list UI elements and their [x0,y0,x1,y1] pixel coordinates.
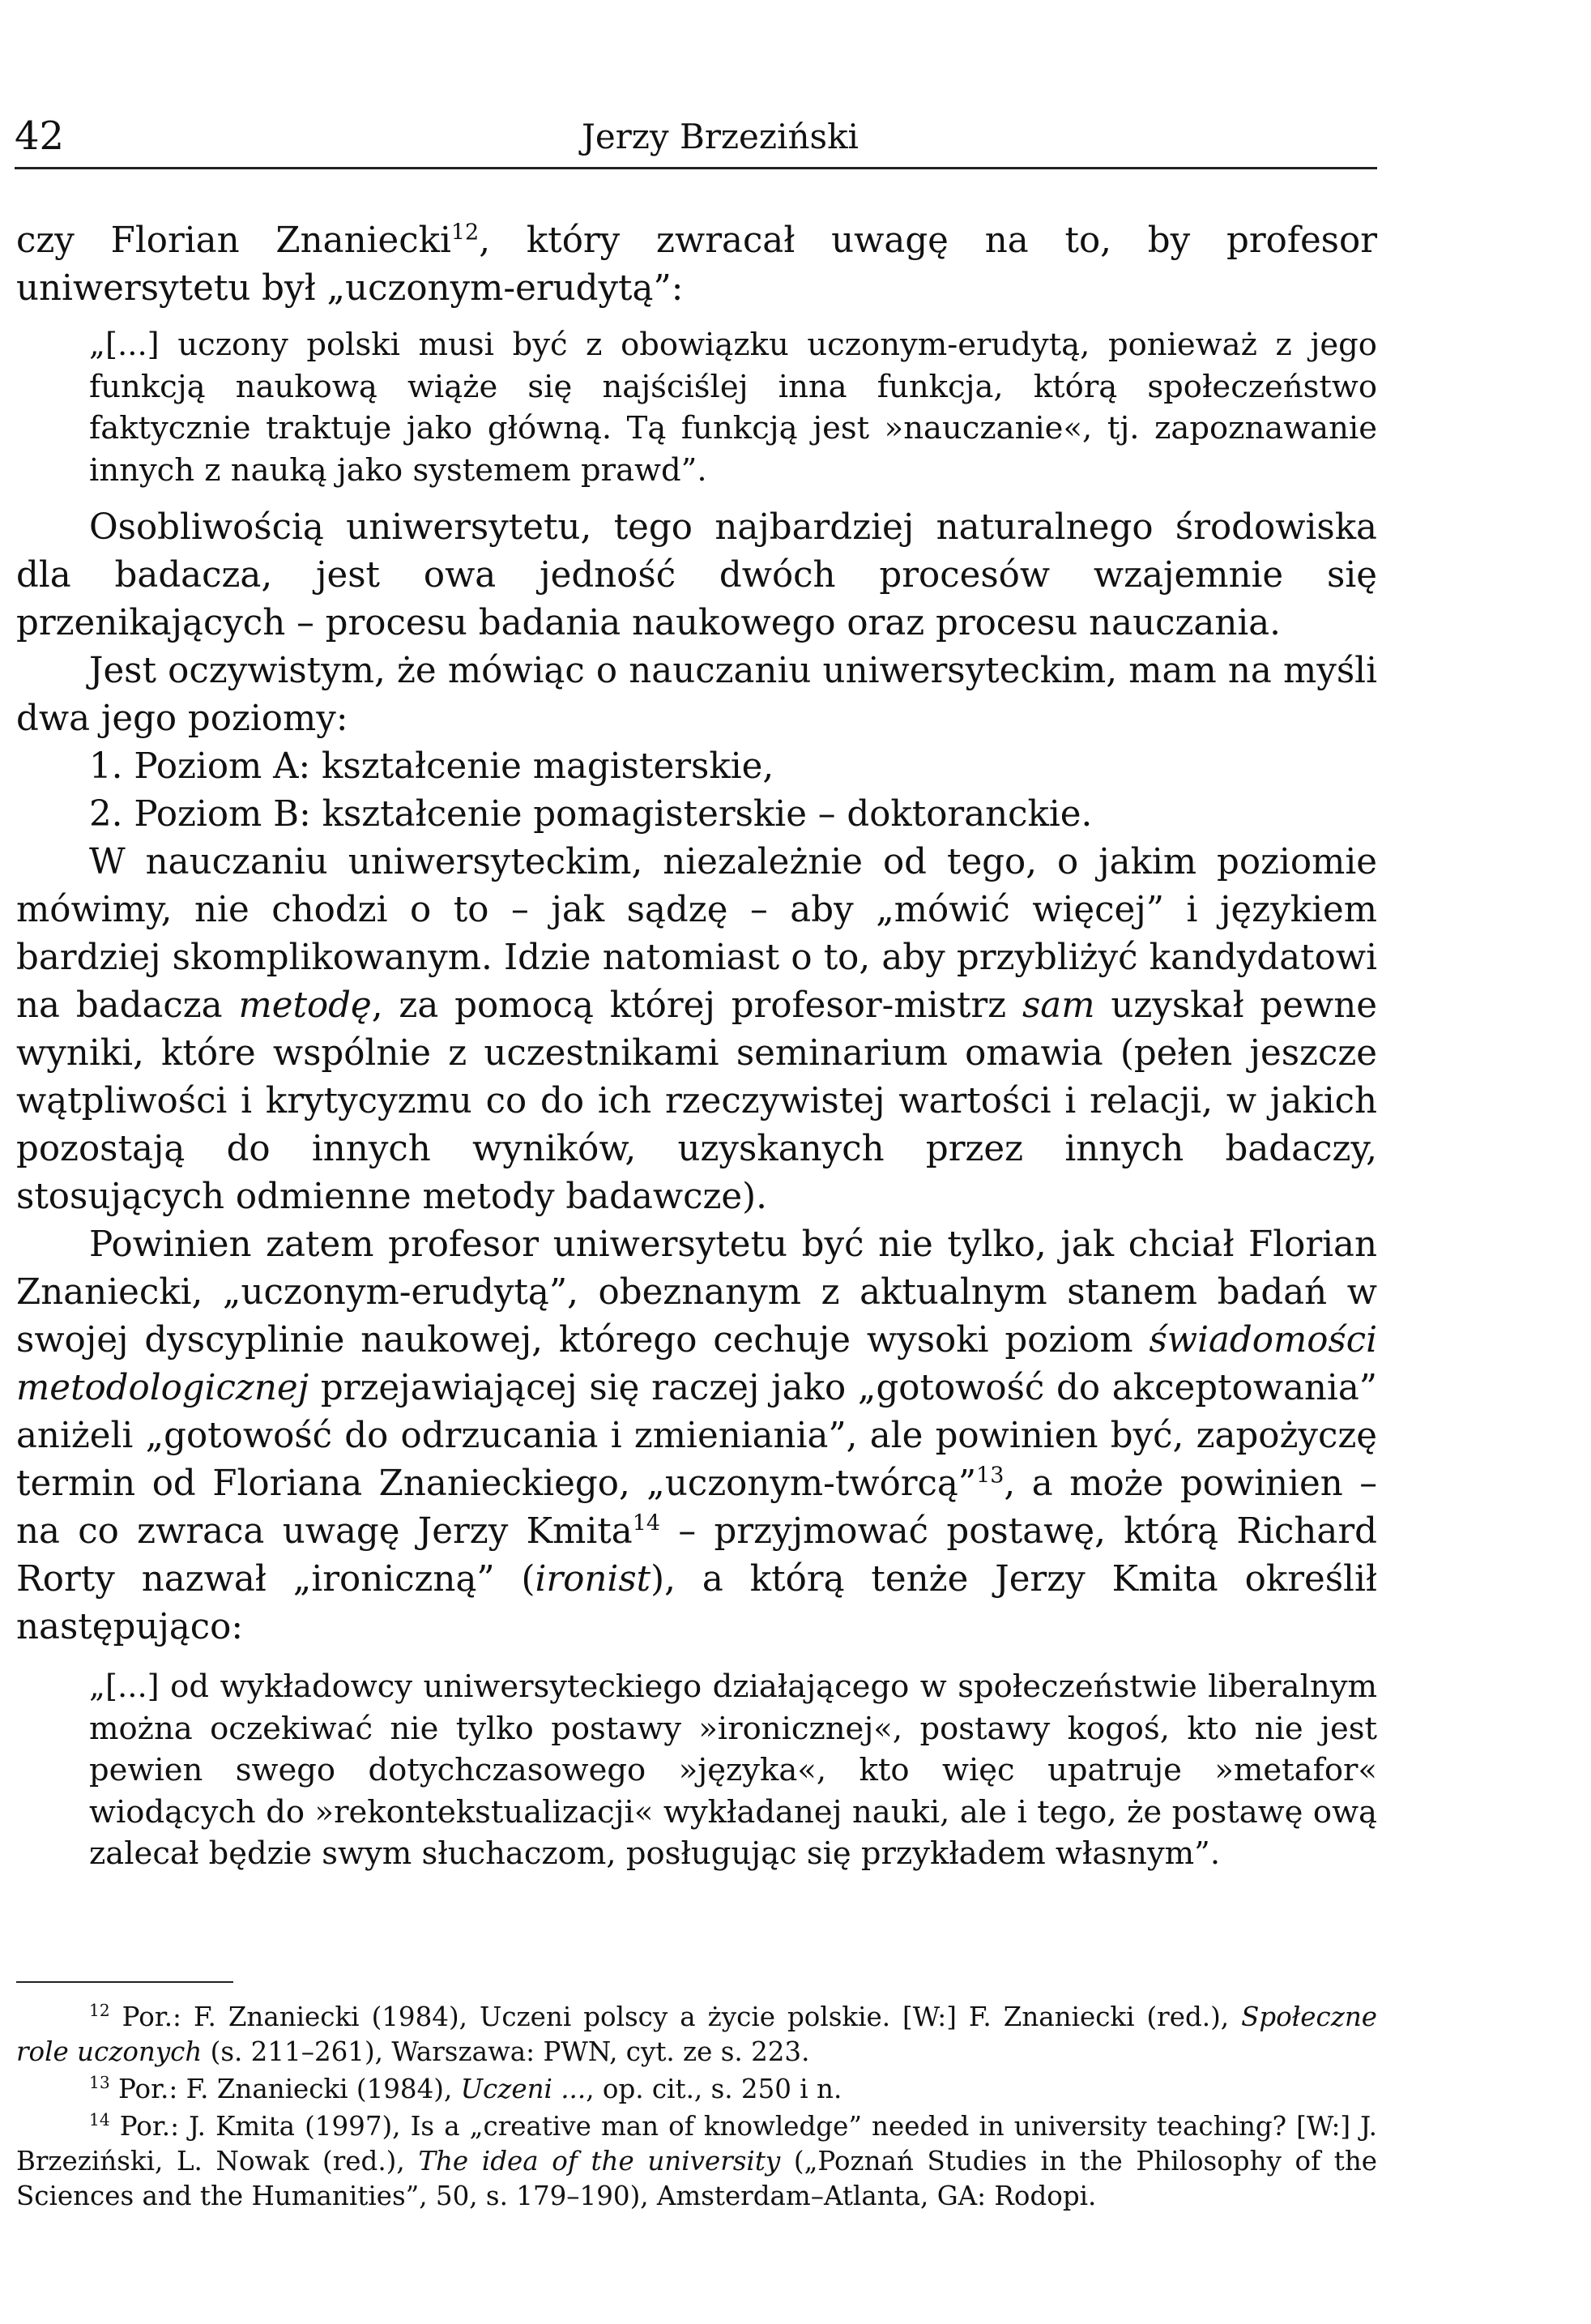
emphasis: sam [1022,985,1095,1026]
emphasis: Uczeni ... [460,2074,586,2104]
levels-list [16,743,1377,839]
block-quote-kmita: „[...] od wykładowcy uniwersyteckiego działającego w społeczeństwie liberalnym można oczekiwać nie tylko postawy »ironicznej«, postawy kogoś, kto nie jest pewien swego dotychczasowego »języka«, kto więc upatruje »metafor« wiodących do »rekontekstualizacji« wykładanej nauki, ale i tego, że postawę ową zalecał będzie swym słuchaczom, posługując się przykładem własnym”. [89,1668,1377,1872]
paragraph-teaching [16,839,1377,1221]
emphasis: The idea of the university [418,2146,781,2177]
text-run: W nauczaniu uniwersyteckim, niezależnie od tego, o jakim poziomie mówimy, nie chodzi o to – jak sądzę – aby „mówić więcej” i językiem bardziej skomplikowanym. Idzie natomiast o to, aby przybliżyć kandydatowi na badacza [16,842,1377,1026]
paragraph-levels: Jest oczywistym, że mówiąc o nauczaniu uniwersyteckim, mam na myśli dwa jego poziomy: [16,651,1377,739]
footnote-ref-13: 13 [976,1463,1005,1489]
emphasis: Społeczne role uczonych [16,2001,1377,2067]
text-run: (s. 211–261), Warszawa: PWN, cyt. ze s. 223. [202,2036,810,2067]
footnotes [16,2000,1377,2216]
block-quote-znaniecki: „[...] uczony polski musi być z obowiązku uczonym-erudytą, ponieważ z jego funkcją naukową wiąże się najściślej inna funkcja, którą społeczeństwo faktycznie traktuje jako główną. Tą funkcją jest »nauczanie«, tj. zapoznawanie innych z nauką jako systemem prawd”. [89,327,1377,489]
text-run: Por.: F. Znaniecki (1984), Uczeni polscy a życie polskie. [W:] F. Znaniecki (red.), [109,2001,1242,2032]
text-run: , a może powinien – na co zwraca uwagę Jerzy Kmita [16,1463,1378,1552]
paragraph-professor [16,1221,1377,1651]
footnote-number: 13 [89,2073,110,2093]
text-run: , który zwracał uwagę na to, by profesor uniwersytetu był „uczonym-erudytą”: [16,220,1377,309]
paragraph-university: Osobliwością uniwersytetu, tego najbardziej naturalnego środowiska dla badacza, jest owa jedność dwóch procesów wzajemnie się przenikających – procesu badania naukowego oraz procesu nauczania. [16,507,1377,643]
footnote-12 [16,2000,1377,2070]
footnote-separator [16,1981,233,1983]
text-run: czy Florian Znaniecki [16,220,451,261]
text-run: uzyskał pewne wyniki, które wspólnie z uczestnikami seminarium omawia (pełen jeszcze wątpliwości i krytycyzmu co do ich rzeczywistej wartości i relacji, w jakich pozostają do innych wyników, uzyskanych przez innych badaczy, stosujących odmienne metody badawcze). [16,985,1377,1217]
text-run: Powinien zatem profesor uniwersytetu być nie tylko, jak chciał Florian Znaniecki, „uczonym-erudytą”, obeznanym z aktualnym stanem badań w swojej dyscyplinie naukowej, którego cechuje wysoki poziom [16,1224,1377,1361]
emphasis: ironist [535,1559,651,1600]
main-text [16,217,1377,1875]
text-run: przejawiającej się raczej jako „gotowość do akceptowania” aniżeli „gotowość do odrzucania i zmieniania”, ale powinien być, zapożyczę termin od Floriana Znanieckiego, „uczonym-twórcą” [16,1368,1377,1504]
page-number: 42 [15,113,65,159]
emphasis: metodę [238,985,372,1026]
text-run: ), a którą tenże Jerzy Kmita określił następująco: [16,1559,1377,1647]
text-run: , op. cit., s. 250 i n. [586,2074,842,2104]
text-run: , za pomocą której profesor-mistrz [371,985,1022,1026]
footnote-13 [16,2072,1377,2107]
page-header [15,107,1377,169]
text-run: Por.: J. Kmita (1997), Is a „creative man of knowledge” needed in university teaching? [W:] J. Brzeziński, L. Nowak (red.), [16,2111,1377,2177]
footnote-number: 12 [89,2001,110,2021]
footnote-ref-14: 14 [632,1510,661,1536]
running-head-author: Jerzy Brzeziński [582,117,859,156]
emphasis: świadomości metodologicznej [16,1320,1377,1408]
text-run: („Poznań Studies in the Philosophy of the Sciences and the Humanities”, 50, s. 179–190), Amsterdam–Atlanta, GA: Rodopi. [16,2146,1377,2211]
list-item: 2. Poziom B: kształcenie pomagisterskie – doktoranckie. [89,794,1093,835]
footnote-ref-12: 12 [450,220,480,246]
list-item: 1. Poziom A: kształcenie magisterskie, [89,746,774,787]
text-run: – przyjmować postawę, którą Richard Rorty nazwał „ironiczną” ( [16,1511,1377,1600]
text-run: Por.: F. Znaniecki (1984), [109,2074,461,2104]
footnote-number: 14 [89,2110,110,2130]
paragraph-intro [16,217,1377,313]
footnote-14 [16,2109,1377,2214]
